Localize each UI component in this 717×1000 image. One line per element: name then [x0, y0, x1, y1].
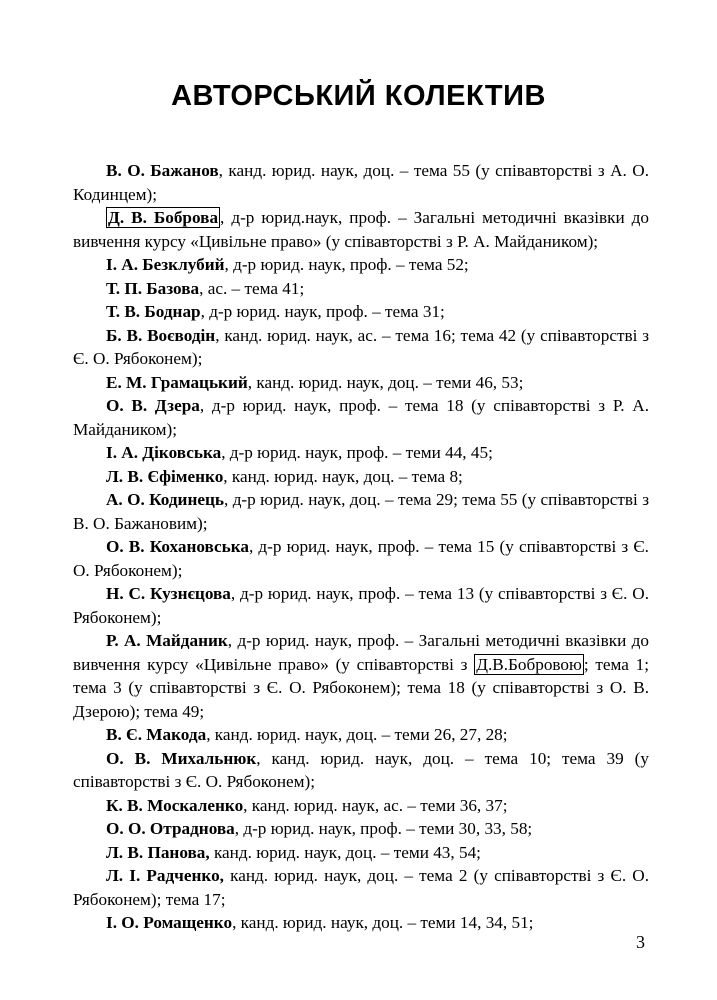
author-description: , д-р юрид. наук, проф. – тема 15 (у співавторстві з Є. О. Рябоконем); — [73, 537, 649, 580]
author-description-continued: ; тема 1; тема 3 (у співавторстві з Є. О. Рябоконем); тема 18 (у співавторстві з О. В. Дзерою); тема 49; — [73, 654, 650, 721]
page-number: 3 — [636, 932, 645, 952]
author-description: , ас. – тема 41; — [199, 278, 305, 298]
boxed-coauthor-name: Д.В.Бобровою — [476, 654, 582, 674]
author-entry — [73, 582, 649, 629]
author-entry — [73, 206, 649, 253]
author-description: , канд. юрид. наук, доц. – теми 46, 53; — [247, 372, 524, 392]
author-name: О. В. Михальнюк — [106, 748, 257, 768]
author-entry — [73, 324, 649, 371]
author-name: І. А. Безклубий — [106, 255, 225, 274]
author-name: В. О. Бажанов — [106, 161, 219, 180]
author-description: , д-р юрид. наук, проф. – тема 31; — [200, 302, 445, 321]
author-name: І. О. Ромащенко — [106, 913, 233, 932]
author-name: К. В. Москаленко — [106, 795, 244, 815]
author-description: , канд. юрид. наук, ас. – теми 36, 37; — [243, 795, 508, 815]
author-name: Е. М. Грамацький — [106, 372, 248, 392]
author-entry — [73, 911, 649, 935]
author-name: Л. В. Єфіменко — [106, 466, 224, 486]
author-entry — [73, 488, 649, 535]
author-entry — [73, 629, 649, 723]
author-description: , д-р юрид. наук, проф. – теми 30, 33, 58; — [234, 819, 533, 838]
author-name: Т. В. Боднар — [106, 302, 201, 321]
author-entry — [73, 794, 649, 818]
author-name-boxed: Д. В. Боброва — [108, 208, 219, 227]
author-description: , д-р юрид. наук, проф. – тема 52; — [224, 255, 469, 274]
author-entry — [73, 747, 649, 794]
author-name: О. В. Кохановська — [106, 537, 249, 556]
author-name: Р. А. Майданик — [106, 631, 228, 650]
author-entry — [73, 441, 649, 465]
author-description: , канд. юрид. наук, доц. – теми 14, 34, 51; — [232, 913, 534, 932]
author-name: А. О. Кодинець — [106, 490, 224, 509]
author-description: , д-р юрид. наук, проф. – теми 44, 45; — [221, 443, 493, 462]
author-entry — [73, 300, 649, 324]
author-description: , канд. юрид. наук, доц. – теми 26, 27, 28; — [206, 725, 508, 744]
author-description: канд. юрид. наук, доц. – теми 43, 54; — [209, 842, 481, 862]
author-description: , канд. юрид. наук, доц. – тема 8; — [223, 466, 463, 486]
author-description: , д-р юрид. наук, проф. – тема 18 (у співавторстві з Р. А. Майдаником); — [73, 396, 649, 439]
author-description: канд. юрид. наук, доц. – тема 2 (у співавторстві з Є. О. Рябоконем); тема 17; — [73, 866, 649, 909]
author-entry — [73, 159, 649, 206]
author-description: , канд. юрид. наук, доц. – тема 55 (у співавторстві з А. О. Кодинцем); — [73, 161, 649, 204]
author-entry — [73, 371, 649, 395]
author-name: Б. В. Воєводін — [106, 325, 216, 345]
author-entry — [73, 864, 649, 911]
author-name: О. В. Дзера — [106, 396, 200, 415]
author-name: Т. П. Базова — [106, 278, 200, 298]
author-description: , д-р юрид. наук, проф. – Загальні методичні вказівки до вивчення курсу «Цивільне право» (у співавторстві з — [73, 631, 649, 674]
author-name: Л. І. Радченко, — [106, 866, 224, 885]
author-description: , канд. юрид. наук, ас. – тема 16; тема 42 (у співавторстві з Є. О. Рябоконем); — [73, 325, 649, 368]
page-title: АВТОРСЬКИЙ КОЛЕКТИВ — [171, 80, 546, 112]
author-name: Н. С. Кузнєцова — [106, 584, 231, 603]
author-entry — [73, 817, 649, 841]
author-entry — [73, 253, 649, 277]
author-entry — [73, 723, 649, 747]
author-list — [73, 159, 649, 935]
author-name: В. Є. Макода — [106, 725, 207, 744]
author-description: , д-р юрид.наук, проф. – Загальні методичні вказівки до вивчення курсу «Цивільне право» (у співавторстві з Р. А. Майдаником); — [73, 208, 649, 251]
author-name: І. А. Діковська — [106, 443, 222, 462]
author-name: О. О. Отраднова — [106, 819, 235, 838]
author-entry — [73, 465, 649, 489]
author-entry — [73, 841, 649, 865]
author-entry — [73, 535, 649, 582]
author-entry — [73, 277, 649, 301]
author-description: , д-р юрид. наук, проф. – тема 13 (у співавторстві з Є. О. Рябоконем); — [73, 584, 649, 627]
author-entry — [73, 394, 649, 441]
author-name: Л. В. Панова, — [106, 842, 210, 862]
author-description: , д-р юрид. наук, доц. – тема 29; тема 55 (у співавторстві з В. О. Бажановим); — [73, 490, 650, 533]
author-description: , канд. юрид. наук, доц. – тема 10; тема 39 (у співавторстві з Є. О. Рябоконем); — [73, 748, 649, 791]
